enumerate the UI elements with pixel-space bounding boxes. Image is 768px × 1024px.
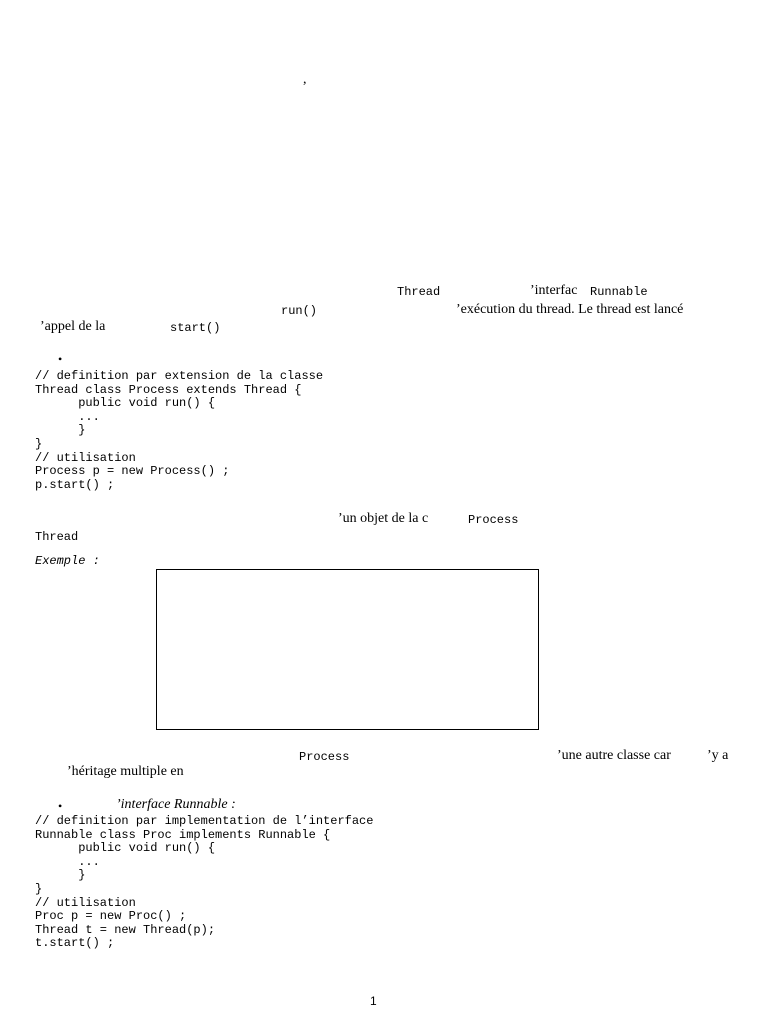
text-heritage-multiple: ’héritage multiple en [67, 764, 184, 779]
code-block-implements-runnable [35, 815, 373, 951]
code-line: Thread t = new Thread(p); [35, 922, 216, 937]
code-block-extends-thread [35, 370, 323, 492]
intro-text-appel: ’appel de la [40, 319, 106, 334]
code-line: // definition par implementation de l’interface [35, 814, 374, 828]
stray-mark: , [303, 72, 307, 87]
page-number: 1 [370, 994, 377, 1008]
inline-code-thread-2: Thread [35, 530, 79, 544]
text-ya: ’y a [707, 748, 729, 763]
code-line: ... [35, 409, 100, 424]
code-line: } [35, 436, 43, 451]
code-line: } [35, 423, 86, 438]
inline-code-process-2: Process [299, 750, 350, 764]
code-line: p.start() ; [35, 477, 115, 492]
example-figure-box [156, 569, 539, 730]
inline-code-run: run() [281, 304, 318, 318]
code-line: Proc p = new Proc() ; [35, 909, 187, 924]
code-line: Process p = new Process() ; [35, 464, 230, 479]
code-line: public void run() { [35, 396, 216, 411]
intro-text-execution: ’exécution du thread. Le thread est lancé [456, 302, 684, 317]
inline-code-runnable: Runnable [590, 285, 648, 299]
code-line: ... [35, 854, 100, 869]
text-objet-classe: ’un objet de la c [338, 511, 429, 526]
bullet-section-2: • [58, 799, 63, 813]
code-line: t.start() ; [35, 936, 115, 951]
example-label: Exemple : [35, 554, 100, 568]
intro-text-interface: ’interfac [530, 283, 578, 298]
bullet-section-1: • [58, 352, 63, 366]
section-2-heading: ’interface Runnable : [116, 797, 236, 812]
code-line: // utilisation [35, 895, 136, 910]
inline-code-start: start() [170, 321, 221, 335]
inline-code-thread: Thread [397, 285, 441, 299]
code-line: } [35, 868, 86, 883]
text-autre-classe: ’une autre classe car [557, 748, 671, 763]
code-line: } [35, 881, 43, 896]
code-line: Runnable class Proc implements Runnable { [35, 827, 331, 842]
inline-code-process: Process [468, 513, 519, 527]
code-line: // utilisation [35, 450, 136, 465]
code-line: public void run() { [35, 841, 216, 856]
code-line: // definition par extension de la classe [35, 369, 324, 383]
code-line: Thread class Process extends Thread { [35, 382, 302, 397]
